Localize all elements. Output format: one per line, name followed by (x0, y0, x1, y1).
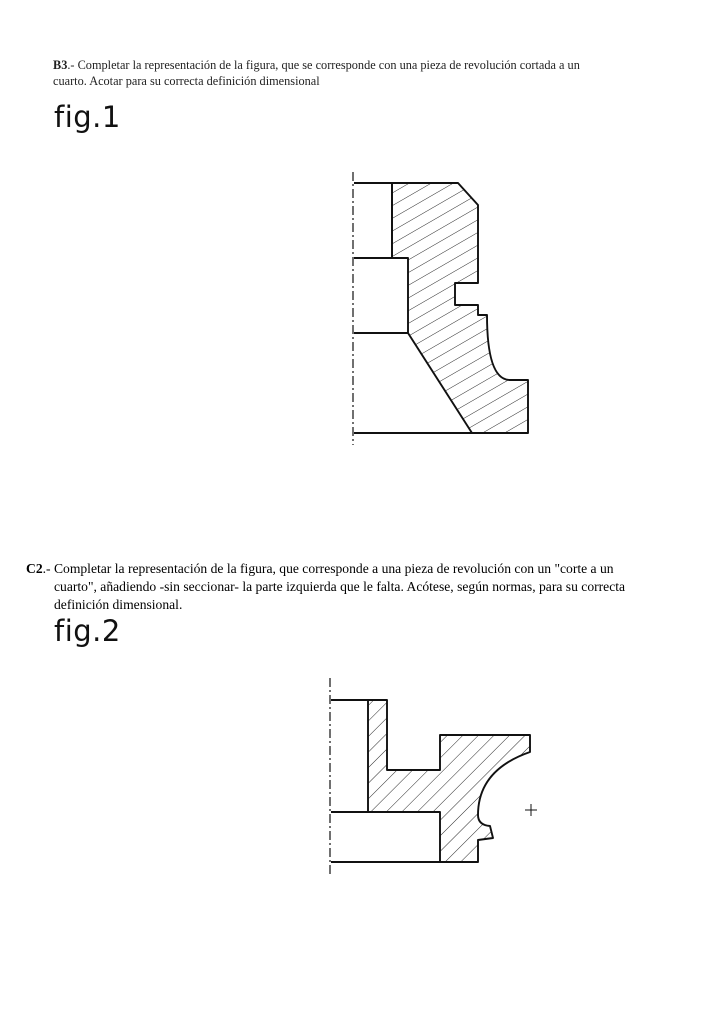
problem-c2-line-2: cuarto", añadiendo -sin seccionar- la parte izquierda que le falta. Acótese, según normas, para su correcta (54, 579, 626, 595)
fig2-center-mark-icon (525, 804, 537, 816)
problem-b3-line-2: cuarto. Acotar para su correcta definición dimensional (53, 74, 320, 89)
figure-2-drawing (300, 670, 550, 880)
problem-b3-line-1 (53, 57, 668, 73)
problem-c2-line-1 (26, 560, 691, 578)
figure-2-label: fig.2 (54, 614, 121, 648)
fig1-section-hatch (392, 183, 528, 433)
problem-c2-code: C2 (26, 561, 43, 576)
problem-c2-statement (26, 560, 691, 614)
problem-b3-text-1: .- Completar la representación de la figura, que se corresponde con una pieza de revolución cortada a un (67, 58, 580, 72)
fig2-section-hatch (368, 700, 530, 862)
problem-c2-text-1: .- Completar la representación de la figura, que corresponde a una pieza de revolución con un "corte a un (42, 561, 614, 576)
problem-c2-line-3: definición dimensional. (54, 597, 183, 613)
problem-b3-code: B3 (53, 58, 68, 72)
figure-1-drawing (300, 165, 540, 450)
problem-b3-statement (53, 57, 668, 90)
figure-1-label: fig.1 (54, 100, 121, 134)
